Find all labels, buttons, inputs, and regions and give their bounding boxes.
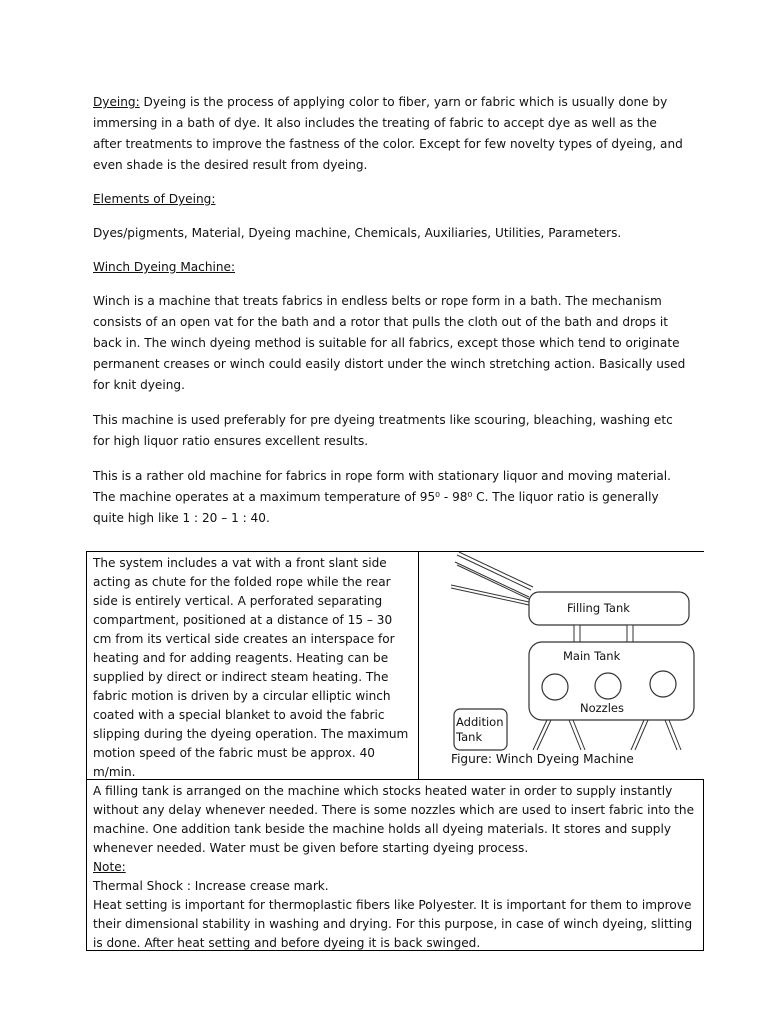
- feed-lines: [451, 552, 533, 605]
- filling-tank-notes-cell: [86, 779, 704, 951]
- figure-cell: [418, 551, 704, 779]
- addition-tank-label-2: Tank: [456, 730, 483, 744]
- elements-heading: Elements of Dyeing:: [93, 192, 216, 206]
- filling-tank-label: Filling Tank: [567, 601, 630, 615]
- winch-heading: Winch Dyeing Machine:: [93, 260, 236, 274]
- intro-paragraph: [93, 92, 688, 176]
- winch-paragraph-1: Winch is a machine that treats fabrics in endless belts or rope form in a bath. The mechanism consists of an open vat for the bath and a rotor that pulls the cloth out of the bath and drops it back in. The winch dyeing method is suitable for all fabrics, except those which tend to originate permanent creases or winch could easily distort under the winch stretching action. Basically used for knit dyeing.: [93, 294, 686, 392]
- addition-tank-label-1: Addition: [456, 715, 504, 729]
- heat-setting-note: Heat setting is important for thermoplastic fibers like Polyester. It is important for them to improve their dimensional stability in washing and drying. For this purpose, in case of winch dyeing, slitting is done. After heat setting and before dyeing it is back swinged.: [93, 898, 693, 950]
- filling-tank-description: A filling tank is arranged on the machine which stocks heated water in order to supply instantly without any delay whenever needed. There is some nozzles which are used to insert fabric into the machine. One addition tank beside the machine holds all dyeing materials. It stores and supply whenever needed. Water must be given before starting dyeing process.: [93, 784, 695, 855]
- elements-list: Dyes/pigments, Material, Dyeing machine, Chemicals, Auxiliaries, Utilities, Parameters.: [93, 226, 622, 240]
- connecting-pipes: [574, 625, 633, 643]
- figure-caption: Figure: Winch Dyeing Machine: [451, 752, 634, 766]
- winch-paragraph-3: This is a rather old machine for fabrics in rope form with stationary liquor and moving material. The machine operates at a maximum temperature of 95⁰ - 98⁰ C. The liquor ratio is generally quite high like 1 : 20 – 1 : 40.: [93, 469, 671, 525]
- winch-paragraph-2: This machine is used preferably for pre dyeing treatments like scouring, bleaching, washing etc for high liquor ratio ensures excellent results.: [93, 413, 673, 448]
- winch-machine-diagram: [419, 552, 705, 752]
- nozzles-label: Nozzles: [580, 701, 624, 715]
- dyeing-definition: Dyeing is the process of applying color to fiber, yarn or fabric which is usually done by immersing in a bath of dye. It also includes the treating of fabric to accept dye as well as the after treatments to improve the fastness of the color. Except for few novelty types of dyeing, and even shade is the desired result from dyeing.: [93, 95, 683, 172]
- winch-table: [86, 551, 704, 951]
- note-heading: Note:: [93, 860, 126, 874]
- document-body: [93, 92, 688, 529]
- system-description: The system includes a vat with a front slant side acting as chute for the folded rope while the rear side is entirely vertical. A perforated separating compartment, positioned at a distance of 15 – 30 cm from its vertical side creates an interspace for heating and for adding reagents. Heating can be supplied by direct or indirect steam heating. The fabric motion is driven by a circular elliptic winch coated with a special blanket to avoid the fabric slipping during the dyeing operation. The maximum motion speed of the fabric must be approx. 40 m/min.: [93, 556, 409, 779]
- system-description-cell: [86, 551, 418, 779]
- main-tank-label: Main Tank: [563, 649, 621, 663]
- thermal-shock-note: Thermal Shock : Increase crease mark.: [93, 879, 329, 893]
- machine-legs: [533, 720, 681, 750]
- dyeing-heading: Dyeing:: [93, 95, 140, 109]
